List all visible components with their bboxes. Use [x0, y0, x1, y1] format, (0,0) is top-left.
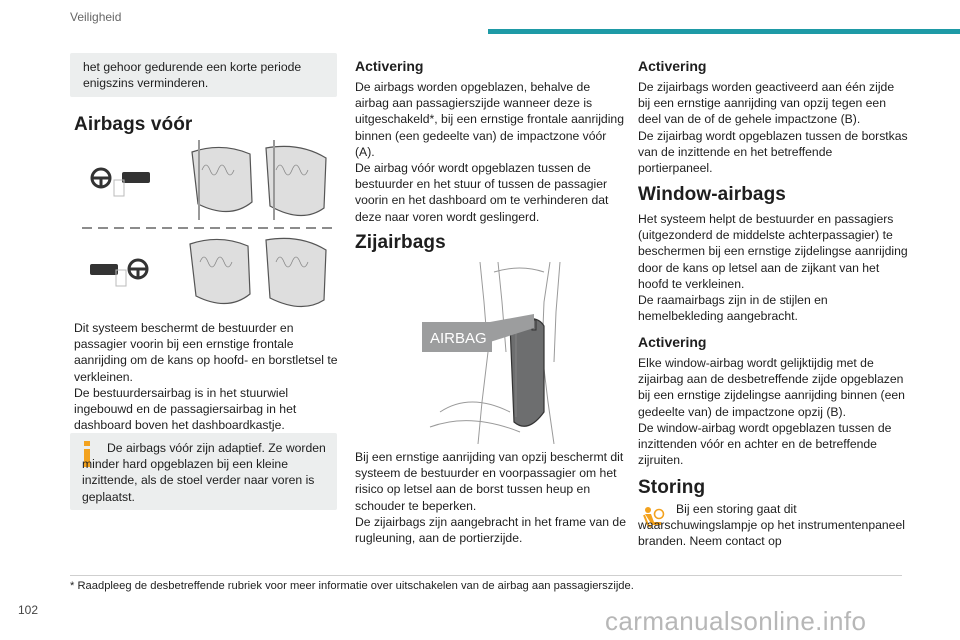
heading-window-airbags: Window-airbags [638, 184, 786, 205]
section-title: Veiligheid [70, 10, 122, 24]
window-airbags-body [638, 211, 910, 324]
airbag-blob-icon [192, 146, 326, 215]
paragraph: De window-airbag wordt opgeblazen tussen de inzittenden vóór en achter en de betreffende zijruiten. [638, 420, 892, 468]
heading-storing: Storing [638, 477, 706, 498]
side-airbag-figure [410, 262, 570, 444]
header-accent-bar [488, 29, 960, 34]
zij-activering-body [638, 79, 908, 176]
paragraph: De airbags worden opgeblazen, behalve de airbag aan passagierszijde wanneer deze is uitgeschakeld*, bij een ernstige frontale aanrijding binnen (een gedeelte van) de impactzone vóór (A). [355, 80, 624, 159]
airbag-blob-icon [190, 238, 326, 306]
footnote: * Raadpleeg de desbetreffende rubriek voor meer informatie over uitschakelen van de airbag aan passagierszijde. [70, 580, 634, 592]
storing-text: Bij een storing gaat dit waarschuwingslampje op het instrumentenpaneel branden. Neem contact op [638, 502, 905, 549]
paragraph: De zijairbags zijn aangebracht in het frame van de rugleuning, aan de portierzijde. [355, 514, 626, 546]
steering-wheel-icon [129, 260, 147, 278]
dashboard-icon [90, 264, 118, 275]
paragraph: De zijairbag wordt opgeblazen tussen de borstkas van de inzittende en het betreffende portierpaneel. [638, 128, 908, 176]
activering-body [355, 79, 625, 225]
info-text: De airbags vóór zijn adaptief. Ze worden minder hard opgeblazen bij een kleine inzittende, als de stoel verder naar voren is geplaatst. [82, 441, 326, 504]
subheading-activering: Activering [638, 334, 707, 350]
dashboard-icon [122, 172, 150, 183]
paragraph: Elke window-airbag wordt gelijktijdig met de zijairbag aan de desbetreffende zijde opgeblazen bij een ernstige zijdelingse aanrijding binnen (een gedeelte van) de impactzone opzij (B). [638, 356, 905, 419]
footnote-divider [70, 575, 902, 576]
side-airbag-shape [510, 318, 544, 426]
watermark: carmanualsonline.info [605, 606, 867, 636]
paragraph: De zijairbags worden geactiveerd aan één zijde bij een ernstige aanrijding van opzij tegen een deel van de of de gehele impactzone (B). [638, 80, 895, 127]
airbags-voor-body [74, 320, 340, 433]
front-airbag-figure [80, 140, 336, 312]
zijairbags-body [355, 449, 627, 546]
airbag-label: AIRBAG [430, 330, 487, 347]
window-activering-body [638, 355, 910, 468]
subheading-activering: Activering [355, 58, 424, 74]
subheading-activering: Activering [638, 58, 707, 74]
paragraph: Het systeem helpt de bestuurder en passagiers (uitgezonderd de middelste achterpassagier) te beschermen bij een ernstige zijdelingse aanrijding door de kans op letsel aan de zijkant van het hoofd te verkleinen. [638, 212, 908, 291]
paragraph: Dit systeem beschermt de bestuurder en passagier voorin bij een ernstige frontale aanrijding om de kans op hoofd- en borstletsel te verkleinen. [74, 321, 338, 384]
paragraph: De airbag vóór wordt opgeblazen tussen de bestuurder en het stuur of tussen de passagier voorin en het dashboard om te verhinderen dat deze naar voren wordt geslingerd. [355, 161, 609, 224]
paragraph: De bestuurdersairbag is in het stuurwiel ingebouwd en de passagiersairbag in het dashboard boven het dashboardkastje. [74, 385, 297, 433]
intro-box [70, 53, 337, 97]
intro-text: het gehoor gedurende een korte periode enigszins verminderen. [83, 60, 302, 91]
page-number: 102 [18, 603, 39, 617]
paragraph: Bij een ernstige aanrijding van opzij beschermt dit systeem de bestuurder en voorpassagier om het risico op letsel aan de borst tussen heup en schouder te beperken. [355, 450, 624, 513]
heading-zijairbags: Zijairbags [355, 232, 446, 253]
heading-airbags-voor: Airbags vóór [74, 114, 193, 135]
paragraph: De raamairbags zijn in de stijlen en hemelbekleding aangebracht. [638, 293, 828, 324]
info-box [70, 433, 337, 510]
steering-wheel-icon [92, 169, 110, 187]
